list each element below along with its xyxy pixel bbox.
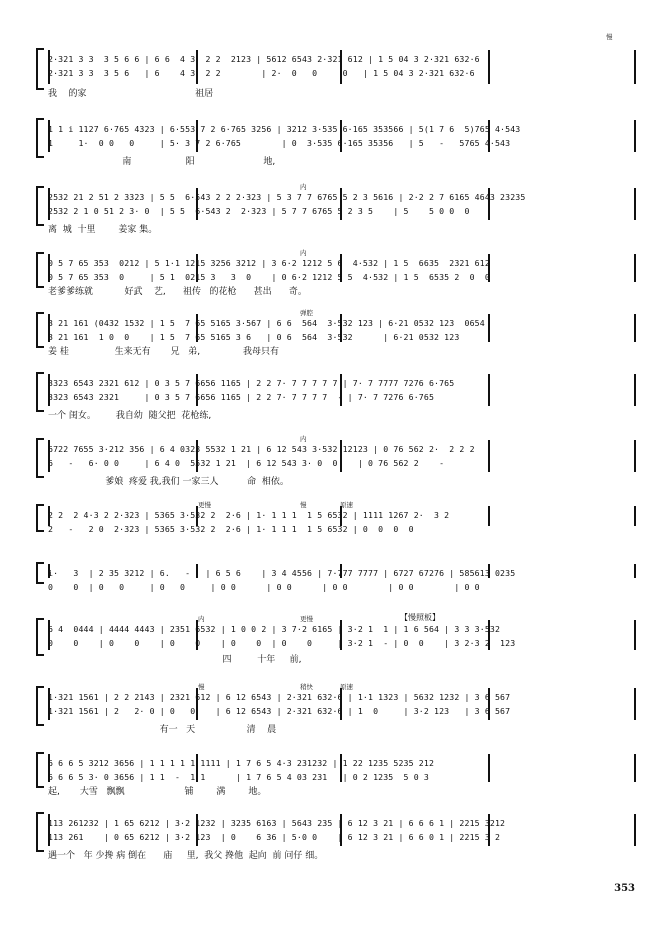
upper-staff-notes: 113 261232 | 1 65 6212 | 3·2 1232 | 3235 6163 | 5643 235 | 6 12 3 21 | 6 6 6 1 | 2215 3212 — [48, 818, 506, 828]
lyrics-line: 老爹爹练就 好武 艺, 祖传 的花枪 甚出 奇。 — [48, 287, 307, 297]
page-number: 353 — [614, 883, 635, 894]
lyrics-line: 有一 天 清 晨 — [48, 725, 277, 735]
tempo-mark: 内 — [300, 183, 307, 191]
tempo-mark: 稍快 — [300, 683, 313, 691]
system-bracket — [36, 752, 44, 788]
barline — [634, 50, 636, 84]
tempo-mark: 弹腔 — [300, 309, 313, 317]
lower-staff-notes: 2532 2 1 0 51 2 3· 0 | 5 5 6·543 2 2·323 | 5 7 7 6765 5 2 3 5 | 5 5 0 0 0 — [48, 206, 470, 216]
system-bracket — [36, 186, 44, 226]
system-bracket — [36, 562, 44, 584]
lower-staff-notes: 6 6 6 5 3· 0 3656 | 1 1 - 1 1 | 1 7 6 5 4 03 231 | 0 2 1235 5 0 3 — [48, 772, 429, 782]
lyrics-line: 离 城 十里 姜家 集。 — [48, 225, 158, 235]
score-system — [0, 556, 655, 596]
lower-staff-notes: 0 5 7 65 353 0 | 5 1 0215 3 3 0 | 0 6·2 1212 5 5 4·532 | 1 5 6535 2 0 0 — [48, 272, 490, 282]
upper-staff-notes: 6 6 6 5 3212 3656 | 1 1 1 1 1 1111 | 1 7 6 5 4·3 231232 | 1 22 1235 5235 212 — [48, 758, 435, 768]
system-bracket — [36, 312, 44, 348]
lower-staff-notes: 1·321 1561 | 2 2· 0 | 0 0 | 6 12 6543 | 2·321 632·6 | 1 0 | 3·2 123 | 3 6 567 — [48, 706, 511, 716]
lyrics-line: 我 的家 祖居 — [48, 89, 214, 99]
system-bracket — [36, 372, 44, 412]
upper-staff-notes: 6722 7655 3·212 356 | 6 4 0323 5532 1 21 | 6 12 543 3·532 12123 | 0 76 562 2· 2 2 2 — [48, 444, 475, 454]
barline — [634, 506, 636, 526]
lyrics-line: 一个 闺女。 我自幼 随父把 花枪练, — [48, 411, 212, 421]
score-system — [0, 498, 655, 544]
barline — [634, 564, 636, 578]
header-tempo-mark: 慢 — [606, 33, 613, 41]
score-system — [0, 246, 655, 300]
lower-staff-notes: 3 21 161 1 0 0 | 1 5 7 65 5165 3 6 | 0 6 564 3·532 | 6·21 0532 123 — [48, 332, 460, 342]
system-bracket — [36, 812, 44, 852]
lyrics-line: 四 十年 前, — [48, 655, 302, 665]
barline — [634, 188, 636, 220]
system-bracket — [36, 504, 44, 532]
system-bracket — [36, 686, 44, 726]
barline — [634, 688, 636, 720]
lower-staff-notes: 0 0 | 0 0 | 0 0 | 0 0 | 0 0 | 0 0 | 0 0 | 0 0 — [48, 582, 480, 592]
score-system — [0, 180, 655, 238]
tempo-mark: 内 — [300, 249, 307, 257]
lower-staff-notes: 3323 6543 2321 | 0 3 5 7 6656 1165 | 2 2 7· 7 7 7 7 - | 7· 7 7276 6·765 — [48, 392, 435, 402]
score-system — [0, 806, 655, 864]
barline — [634, 440, 636, 472]
tempo-mark: 内 — [300, 435, 307, 443]
board-label: 【慢照板】 — [400, 613, 440, 622]
system-bracket — [36, 48, 44, 90]
upper-staff-notes: 6 4 0444 | 4444 4443 | 2351 6532 | 1 0 0 2 | 3 7·2 6165 | 3·2 1 1 | 1 6 564 | 3 3 3·532 — [48, 624, 501, 634]
upper-staff-notes: 0 5 7 65 353 0212 | 5 1·1 1215 3256 3212 | 3 6·2 1212 5 6 4·532 | 1 5 6635 2321 612 — [48, 258, 490, 268]
score-system — [0, 112, 655, 170]
upper-staff-notes: i· 3 | 2 35 3212 | 6. - | 6 5 6 | 3 4 4556 | 7·777 7777 | 6727 67276 | 585613 0235 — [48, 568, 516, 578]
barline — [634, 254, 636, 282]
upper-staff-notes: 1·321 1561 | 2 2 2143 | 2321 612 | 6 12 6543 | 2·321 632·6 | 1·1 1323 | 5632 1232 | 3 6 567 — [48, 692, 511, 702]
lyrics-line: 起, 大雪 飘飘 铺 满 地。 — [48, 787, 267, 797]
upper-staff-notes: 3 21 161 (0432 1532 | 1 5 7 65 5165 3·567 | 6 6 564 3·532 123 | 6·21 0532 123 0654 — [48, 318, 485, 328]
tempo-mark: 原速 — [340, 501, 353, 509]
lyrics-line: 姜 桂 生来无有 兄 弟, 我母只有 — [48, 347, 280, 357]
tempo-mark: 内 — [198, 615, 205, 623]
lower-staff-notes: 2 - 2 0 2·323 | 5365 3·532 2 2·6 | 1· 1 1 1 1 5 6532 | 0 0 0 0 — [48, 524, 414, 534]
lower-staff-notes: 2·321 3 3 3 5 6 | 6 4 3 2 2 | 2· 0 0 0 | 1 5 04 3 2·321 632·6 — [48, 68, 475, 78]
barline — [634, 620, 636, 650]
lower-staff-notes: 0 0 | 0 0 | 0 0 | 0 0 | 0 0 | 3·2 1 - | 0 0 | 3 2·3 2 123 — [48, 638, 516, 648]
lower-staff-notes: 1 1· 0 0 0 | 5· 3 7 2 6·765 | 0 3·535 6·165 35356 | 5 - 5765 4·543 — [48, 138, 511, 148]
lower-staff-notes: 6 - 6· 0 0 | 6 4 0 5532 1 21 | 6 12 543 3· 0 0 | 0 76 562 2 - — [48, 458, 445, 468]
tempo-mark: 慢 — [300, 501, 307, 509]
tempo-mark: 原速 — [340, 683, 353, 691]
barline — [634, 374, 636, 406]
score-system — [0, 366, 655, 424]
barline — [634, 754, 636, 782]
upper-staff-notes: 3323 6543 2321 612 | 0 3 5 7 6656 1165 | 2 2 7· 7 7 7 7 7 | 7· 7 7777 7276 6·765 — [48, 378, 455, 388]
lower-staff-notes: 113 261 | 0 65 6212 | 3·2 123 | 0 6 36 | 5·0 0 | 6 12 3 21 | 6 6 0 1 | 2215 3 2 — [48, 832, 501, 842]
tempo-mark: 更慢 — [198, 501, 211, 509]
lyrics-line: 爹娘 疼爱 我,我们 一家三人 命 相依。 — [48, 477, 289, 487]
score-system — [0, 306, 655, 360]
tempo-mark: 更慢 — [300, 615, 313, 623]
score-system — [0, 612, 655, 668]
barline — [634, 120, 636, 152]
score-system — [0, 432, 655, 490]
upper-staff-notes: 1 1 i 1127 6·765 4323 | 6·553 7 2 6·765 3256 | 3212 3·535 6·165 353566 | 5(1 7 6 5)765 4·543 — [48, 124, 521, 134]
system-bracket — [36, 438, 44, 478]
upper-staff-notes: 2 2 2 4·3 2 2·323 | 5365 3·532 2 2·6 | 1· 1 1 1 1 5 6532 | 1111 1267 2· 3 2 — [48, 510, 450, 520]
score-system — [0, 746, 655, 800]
lyrics-line: 南 阳 地, — [48, 157, 276, 167]
tempo-mark: 慢 — [198, 683, 205, 691]
barline — [634, 814, 636, 846]
barline — [634, 314, 636, 342]
system-bracket — [36, 252, 44, 288]
upper-staff-notes: 2·321 3 3 3 5 6 6 | 6 6 4 3 2 2 2123 | 5612 6543 2·321 612 | 1 5 04 3 2·321 632·6 — [48, 54, 480, 64]
score-system — [0, 680, 655, 738]
score-system — [0, 42, 655, 102]
upper-staff-notes: 2532 21 2 51 2 3323 | 5 5 6·543 2 2 2·323 | 5 3 7 7 6765 5 2 3 5616 | 2·2 2 7 6165 4643 23235 — [48, 192, 526, 202]
system-bracket — [36, 118, 44, 158]
lyrics-line: 遇一个 年 少搀 病 倒在 庙 里, 我父 搀他 起向 前 问仔 细。 — [48, 851, 324, 861]
system-bracket — [36, 618, 44, 656]
